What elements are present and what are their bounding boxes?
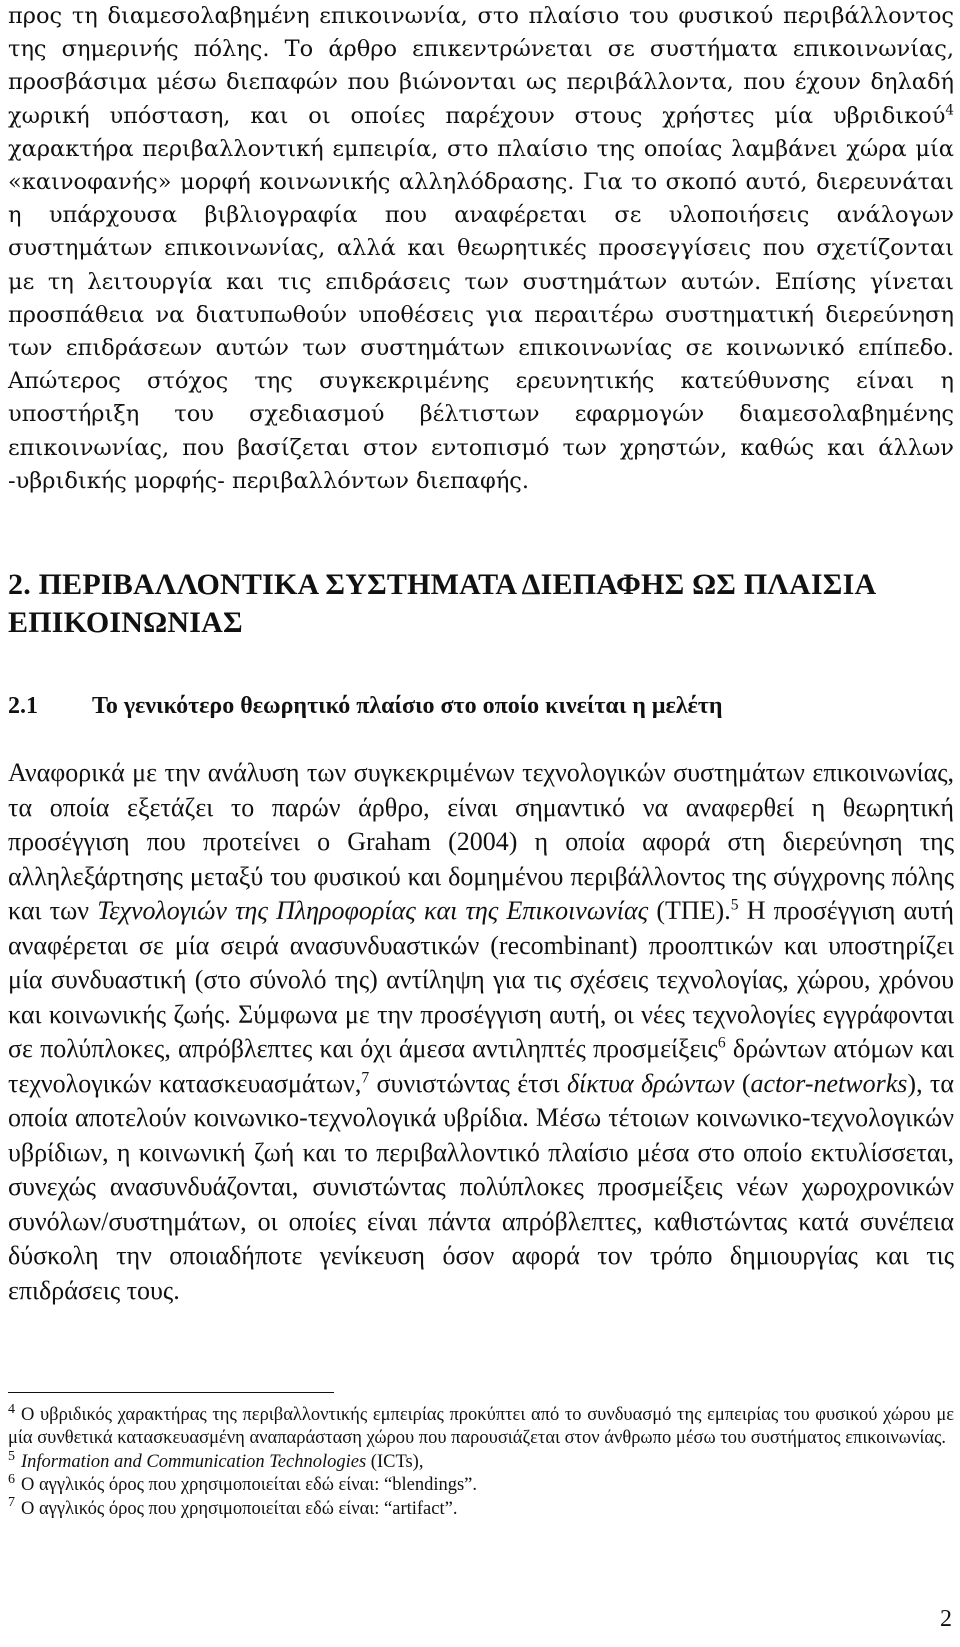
footnote-7 [8, 1495, 954, 1521]
subsection-heading [8, 690, 954, 722]
paragraph-text: Η προσέγγιση αυτή αναφέρεται σε μία σειρά ανασυνδυαστικών (recombinant) προοπτικών και υποστηρίζει μία συνδυαστική (στο σύνολό της) αντίληψη για τις σχέσεις τεχνολογίας, χώρου, χρόνου και κοινωνικής ζωής. Σύμφωνα με την προσέγγιση αυτή, οι νέες τεχνολογίες εγγράφονται σε πολύπλοκες, απρόβλεπτες και όχι άμεσα αντιληπτές προσμείξεις [8, 896, 955, 1063]
footnote-text: Ο αγγλικός όρος που χρησιμοποιείται εδώ είναι: “artifact”. [21, 1498, 458, 1519]
footnote-mark: 5 [8, 1448, 15, 1464]
page-number: 2 [940, 1606, 952, 1632]
body-paragraph-1 [8, 0, 954, 498]
subsection-title: Το γενικότερο θεωρητικό πλαίσιο στο οποίο κινείται η μελέτη [92, 693, 723, 719]
footnote-ref-6[interactable]: 6 [717, 1034, 726, 1052]
paragraph-text: ( [734, 1068, 751, 1098]
footnote-mark: 4 [8, 1401, 15, 1417]
footnote-text: Ο υβριδικός χαρακτήρας της περιβαλλοντικής εμπειρίας προκύπτει από το συνδυασμό της εμπειρίας του φυσικού χώρου με μία συνθετικά κατασκευασμένη αναπαράσταση χώρου που παρουσιάζεται στον άνθρωπο μέσω του συστήματος επικοινωνίας. [8, 1405, 954, 1449]
footnote-ref-7[interactable]: 7 [361, 1068, 370, 1086]
section-heading: 2. ΠΕΡΙΒΑΛΛΟΝΤΙΚΑ ΣΥΣΤΗΜΑΤΑ ΔΙΕΠΑΦΗΣ ΩΣ ΠΛΑΙΣΙΑ ΕΠΙΚΟΙΝΩΝΙΑΣ [8, 568, 875, 639]
paragraph-text: προς τη διαμεσολαβημένη επικοινωνία, στο πλαίσιο του φυσικού περιβάλλοντος της σημερινής πόλης. Το άρθρο επικεντρώνεται σε συστήματα επικοινωνίας, προσβάσιμα μέσω διεπαφών που βιώνονται ως περιβάλλοντα, που έχουν δηλαδή χωρική υπόσταση, και οι οποίες παρέχουν στους χρήστες μία υβριδικού [8, 3, 954, 129]
footnote-text: Ο αγγλικός όρος που χρησιμοποιείται εδώ είναι: “blendings”. [21, 1475, 478, 1496]
italic-term: actor-networks [750, 1068, 908, 1098]
footnote-6 [8, 1474, 954, 1497]
paragraph-text: (ΤΠΕ). [648, 896, 731, 925]
paragraph-text: δρώντων ατόμων και τεχνολογικών κατασκευασμάτων, [8, 1034, 954, 1098]
paragraph-text: ), τα οποία αποτελούν κοινωνικο-τεχνολογικά υβρίδια. Μέσω τέτοιων κοινωνικο-τεχνολογικών υβρίδιων, η κοινωνική ζωή και το περιβαλλοντικό πλαίσιο μέσα στο οποίο εκτυλίσσεται, συνεχώς ανασυνδυάζονται, συνιστώντας πολύπλοκες προσμείξεις νέων χωροχρονικών συνόλων/συστημάτων, οι οποίες είναι πάντα απρόβλεπτες, καθιστώντας κατά συνέπεια δύσκολη την οποιαδήποτε γενίκευση όσον αφορά τον τρόπο δημιουργίας και τις επιδράσεις τους. [8, 1068, 954, 1305]
footnote-mark: 6 [8, 1472, 15, 1488]
footnote-separator [8, 1392, 334, 1393]
subsection-number: 2.1 [8, 693, 38, 719]
footnote-italic-text: Information and Communication Technologies [21, 1451, 367, 1472]
italic-term: Τεχνολογιών της Πληροφορίας και της Επικοινωνίας [97, 896, 649, 925]
footnote-text: (ICTs), [366, 1451, 424, 1472]
footnote-ref-5[interactable]: 5 [730, 896, 739, 914]
footnote-4 [8, 1401, 954, 1451]
footnote-ref-4[interactable]: 4 [945, 102, 954, 119]
italic-term: δίκτυα δρώντων [566, 1068, 735, 1098]
body-paragraph-2 [8, 756, 954, 1308]
paragraph-text: Αναφορικά με την ανάλυση των συγκεκριμένων τεχνολογικών συστημάτων επικοινωνίας, τα οποία εξετάζει το παρών άρθρο, είναι σημαντικό να αναφερθεί η θεωρητική προσέγγιση που προτείνει ο Graham (2004) η οποία αφορά στη διερεύνηση της αλληλεξάρτησης μεταξύ του φυσικού και δομημένου περιβάλλοντος της σύγχρονης πόλης και των [8, 758, 954, 925]
footnotes [8, 1401, 954, 1521]
paragraph-text: συνιστώντας έτσι [369, 1068, 567, 1098]
paragraph-text: χαρακτήρα περιβαλλοντική εμπειρία, στο πλαίσιο της οποίας λαμβάνει χώρα μία «καινοφανής» μορφή κοινωνικής αλληλόδρασης. Για το σκοπό αυτό, διερευνάται η υπάρχουσα βιβλιογραφία που αναφέρεται σε υλοποιήσεις ανάλογων συστημάτων επικοινωνίας, αλλά και θεωρητικές προσεγγίσεις που σχετίζονται με τη λειτουργία και τις επιδράσεις των συστημάτων αυτών. Επίσης γίνεται προσπάθεια να διατυπωθούν υποθέσεις για περαιτέρω συστηματική διερεύνηση των επιδράσεων αυτών των συστημάτων επικοινωνίας σε κοινωνικό επίπεδο. Απώτερος στόχος της συγκεκριμένης ερευνητικής κατεύθυνσης είναι η υποστήριξη του σχεδιασμού βέλτιστων εφαρμογών διαμεσολαβημένης επικοινωνίας, που βασίζεται στον εντοπισμό των χρηστών, καθώς και άλλων -υβριδικής μορφής- περιβαλλόντων διεπαφής. [8, 135, 954, 494]
footnote-5 [8, 1448, 954, 1474]
footnote-mark: 7 [8, 1495, 15, 1511]
